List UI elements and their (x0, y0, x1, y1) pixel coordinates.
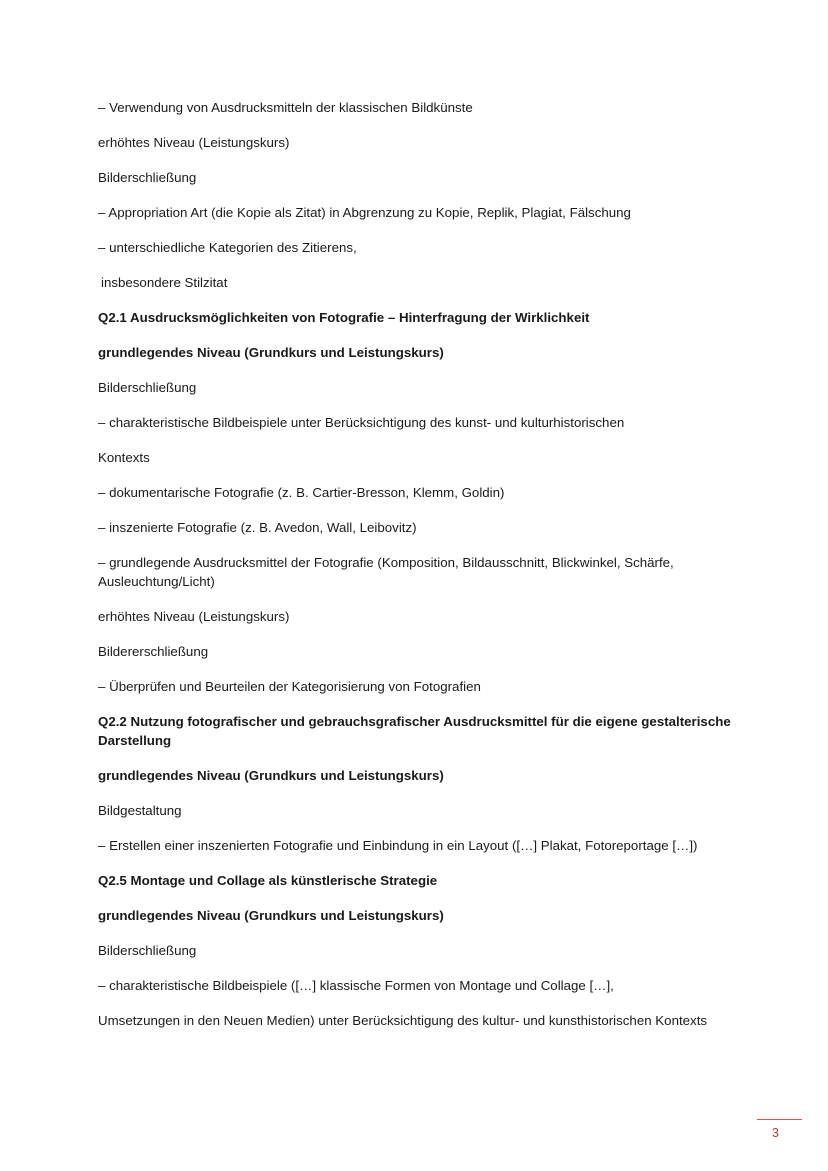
page-number: 3 (772, 1126, 779, 1140)
text-line: – charakteristische Bildbeispiele ([…] klassische Formen von Montage und Collage […], (98, 978, 614, 993)
level-heading: grundlegendes Niveau (Grundkurs und Leistungskurs) (98, 345, 444, 360)
text-line: insbesondere Stilzitat (101, 275, 228, 290)
text-line: – unterschiedliche Kategorien des Zitierens, (98, 240, 357, 255)
section-heading: Q2.1 Ausdrucksmöglichkeiten von Fotografie – Hinterfragung der Wirklichkeit (98, 310, 590, 325)
text-line: Umsetzungen in den Neuen Medien) unter Berücksichtigung des kultur- und kunsthistorischen Kontexts (98, 1013, 708, 1028)
text-line: Bilderschließung (98, 943, 197, 958)
text-line: – inszenierte Fotografie (z. B. Avedon, Wall, Leibovitz) (98, 520, 417, 535)
text-line: Bilderschließung (98, 380, 197, 395)
text-line: – Überprüfen und Beurteilen der Kategorisierung von Fotografien (98, 679, 481, 694)
text-line: – charakteristische Bildbeispiele unter Berücksichtigung des kunst- und kulturhistorischen (98, 415, 625, 430)
level-heading: grundlegendes Niveau (Grundkurs und Leistungskurs) (98, 768, 444, 783)
text-line: – grundlegende Ausdrucksmittel der Fotografie (Komposition, Bildausschnitt, Blickwinkel, Schärfe, Ausleuchtung/Licht) (98, 555, 674, 589)
text-line: – Appropriation Art (die Kopie als Zitat) in Abgrenzung zu Kopie, Replik, Plagiat, Fälschung (98, 205, 631, 220)
document-body (98, 98, 738, 1046)
section-heading: Q2.5 Montage und Collage als künstlerische Strategie (98, 873, 438, 888)
text-line: Bilderschließung (98, 170, 197, 185)
text-line: Kontexts (98, 450, 150, 465)
text-line: Bildgestaltung (98, 803, 182, 818)
level-heading: grundlegendes Niveau (Grundkurs und Leistungskurs) (98, 908, 444, 923)
text-line: erhöhtes Niveau (Leistungskurs) (98, 135, 290, 150)
text-line: – Verwendung von Ausdrucksmitteln der klassischen Bildkünste (98, 100, 473, 115)
footer-divider (757, 1119, 802, 1120)
text-line: – Erstellen einer inszenierten Fotografie und Einbindung in ein Layout ([…] Plakat, Fotoreportage […]) (98, 838, 698, 853)
section-heading: Q2.2 Nutzung fotografischer und gebrauchsgrafischer Ausdrucksmittel für die eigene gestalterische Darstellung (98, 714, 731, 748)
text-line: erhöhtes Niveau (Leistungskurs) (98, 609, 290, 624)
text-line: Bildererschließung (98, 644, 209, 659)
text-line: – dokumentarische Fotografie (z. B. Cartier-Bresson, Klemm, Goldin) (98, 485, 505, 500)
